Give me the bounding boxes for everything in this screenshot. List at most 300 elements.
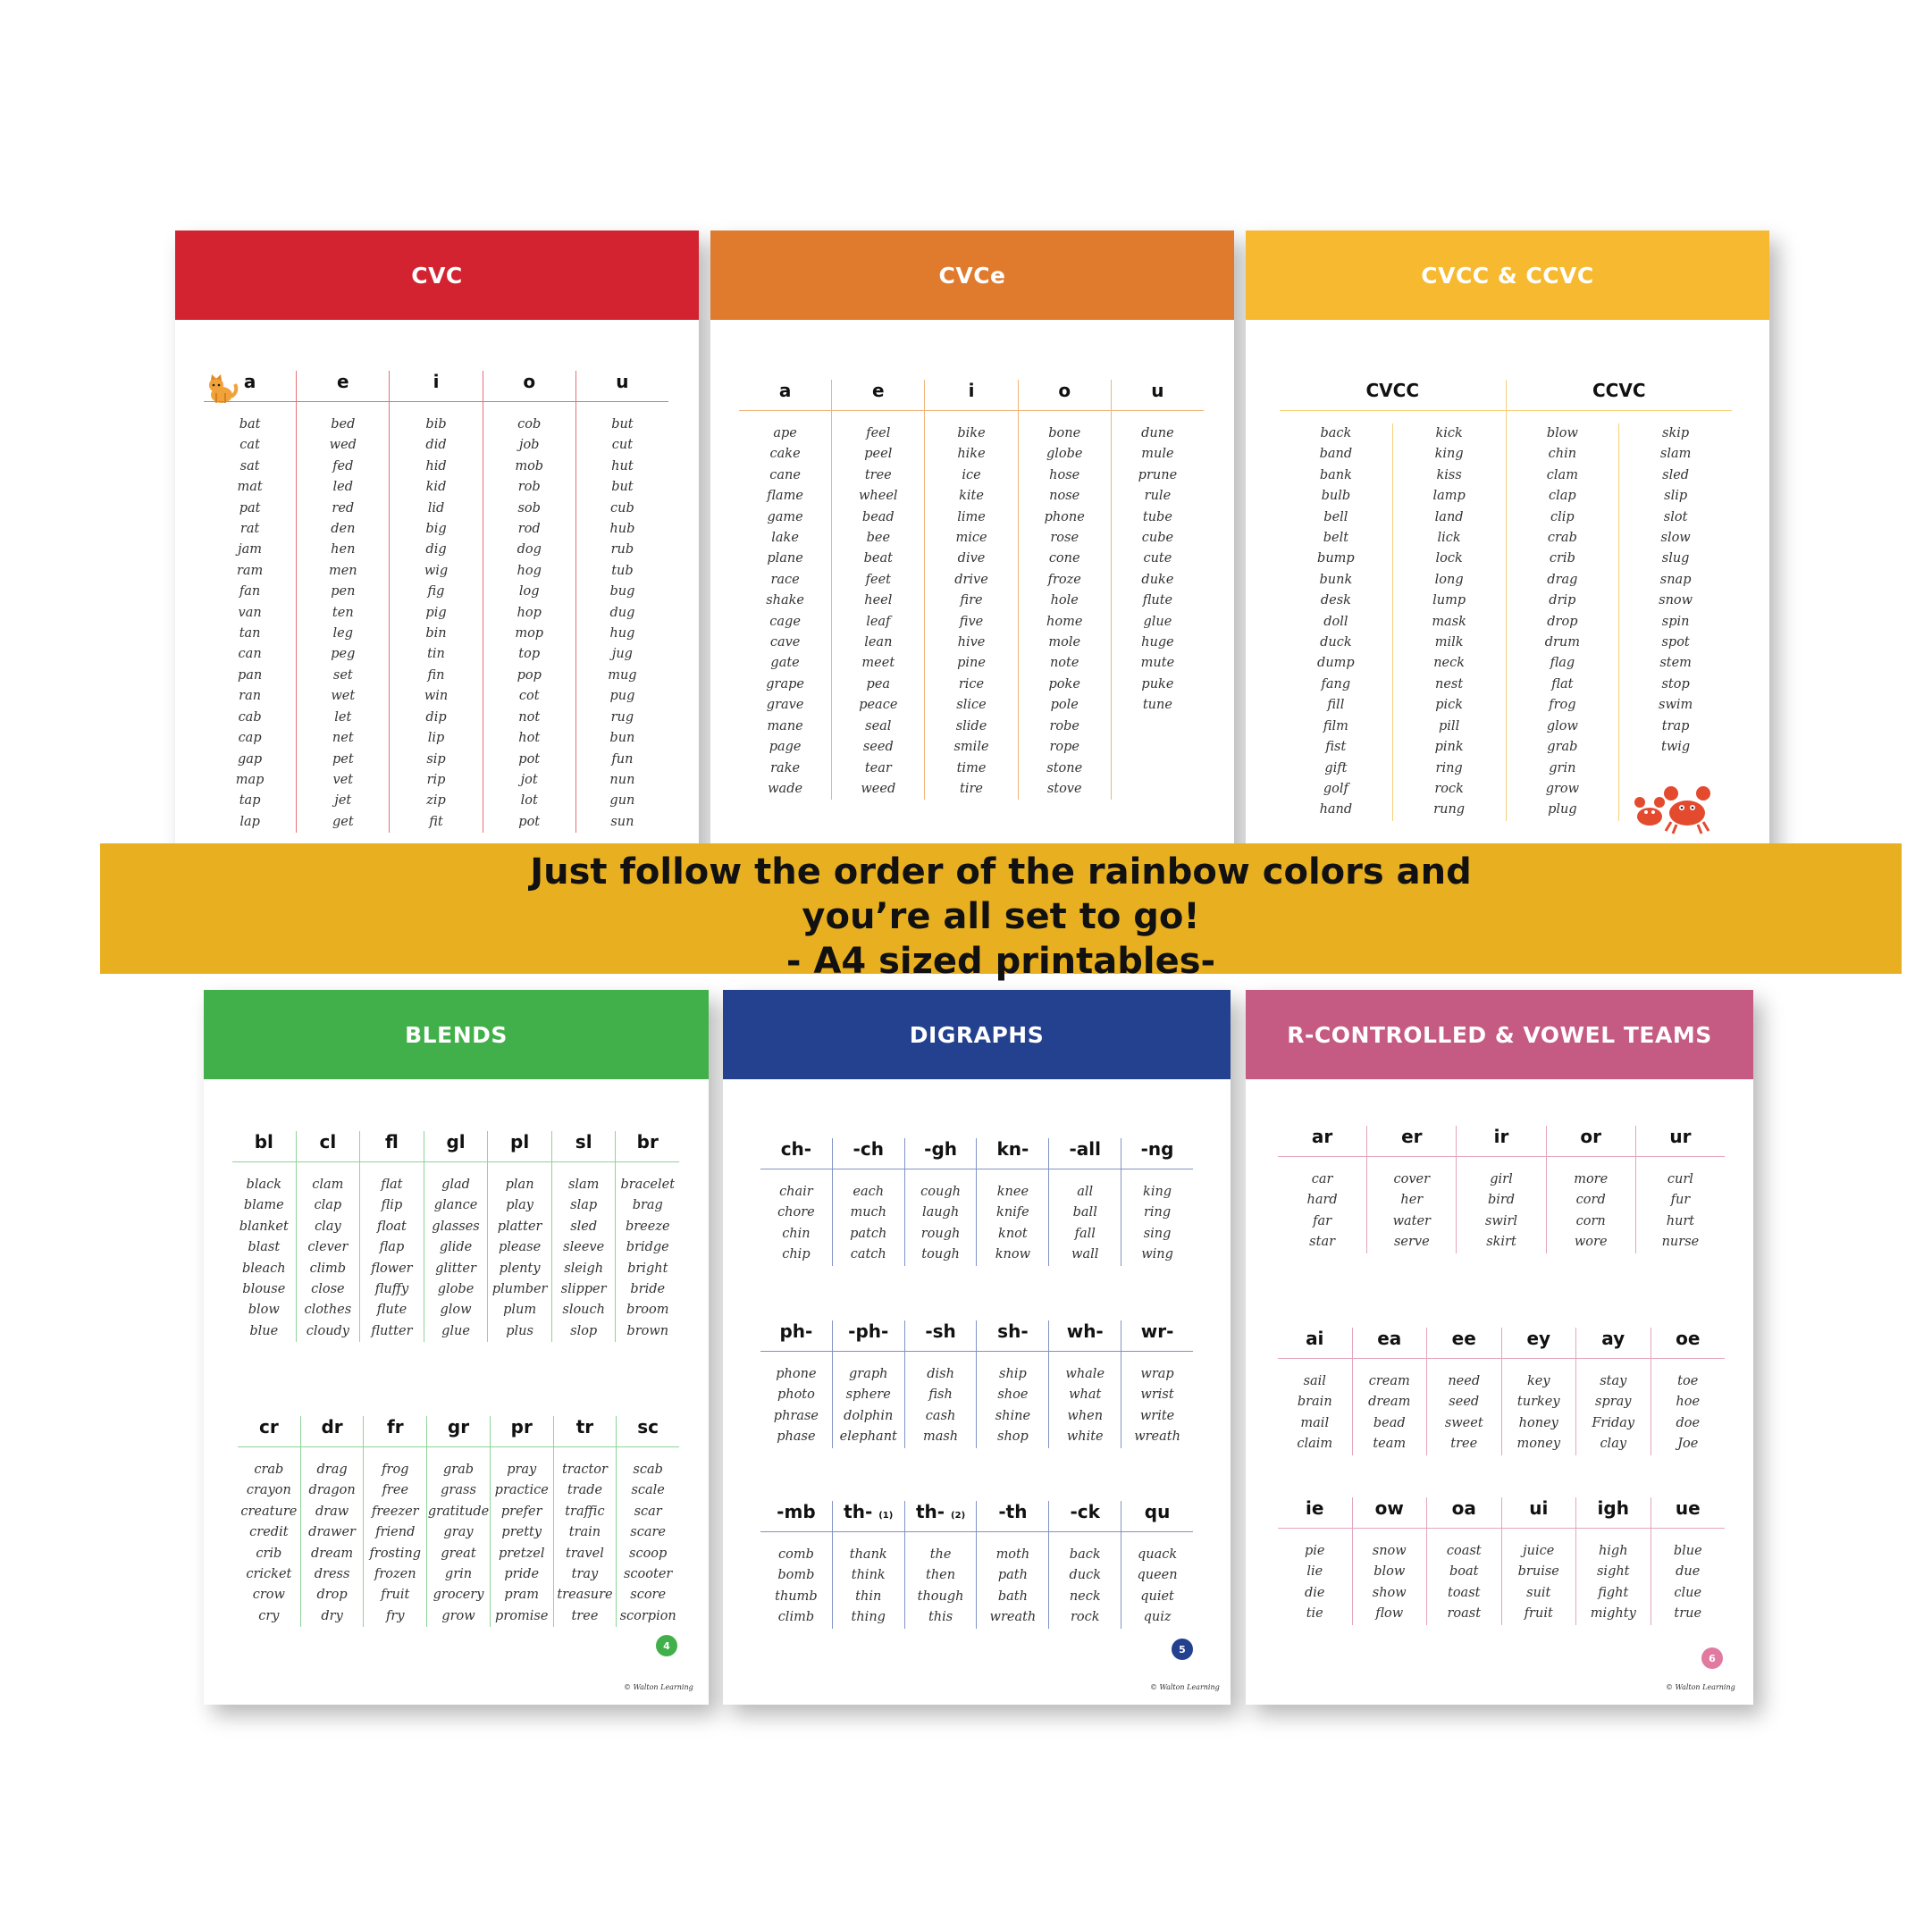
word-list (1427, 1371, 1501, 1455)
word-item: cricket (246, 1567, 292, 1582)
word-item: creature (240, 1504, 298, 1519)
word-item: neck (1433, 656, 1466, 671)
word-item: plan (505, 1178, 534, 1192)
word-item: sleeve (563, 1240, 605, 1255)
word-item: lean (864, 635, 893, 650)
word-item: ring (1143, 1205, 1172, 1220)
word-item: blanket (239, 1219, 289, 1234)
word-item: peace (859, 698, 898, 713)
word-item: thumb (775, 1589, 818, 1604)
word-column (1426, 1497, 1501, 1625)
word-column (1121, 1501, 1193, 1629)
column-heading: igh (1576, 1497, 1651, 1529)
word-item: duck (1069, 1568, 1101, 1583)
word-item: sphere (845, 1387, 891, 1403)
word-column (553, 1416, 617, 1627)
word-item: slam (1659, 447, 1692, 462)
word-column (487, 1131, 551, 1342)
word-item: peg (331, 647, 356, 662)
column-heading: -th (977, 1501, 1048, 1532)
word-column (1278, 1497, 1352, 1625)
word-column (296, 1131, 360, 1342)
blend-row (232, 1131, 679, 1342)
word-item: show (1372, 1585, 1407, 1600)
word-item: bat (239, 417, 261, 432)
word-column (615, 1131, 679, 1342)
word-item: blast (248, 1240, 281, 1255)
word-list (1278, 1541, 1352, 1625)
word-item: cub (610, 500, 634, 516)
word-item: vet (332, 772, 354, 787)
word-item: frosting (369, 1546, 422, 1561)
word-item: hole (1050, 593, 1079, 608)
word-item: black (246, 1178, 282, 1192)
word-item: desk (1320, 593, 1351, 608)
word-item: wreath (989, 1610, 1037, 1625)
column-heading: ph- (760, 1320, 832, 1352)
word-column (483, 371, 575, 833)
word-item: skip (1662, 426, 1690, 440)
word-list (238, 1460, 300, 1627)
word-item: lick (1437, 531, 1461, 546)
word-item: blow (1373, 1564, 1406, 1580)
word-item: king (1434, 447, 1464, 462)
word-list (1547, 1169, 1635, 1253)
word-item: dress (314, 1567, 350, 1582)
word-item: mash (922, 1429, 959, 1445)
word-item: then (926, 1568, 956, 1583)
blend-row (238, 1416, 679, 1627)
column-heading: e (832, 380, 924, 411)
column-heading: ow (1353, 1497, 1427, 1529)
word-item: plus (506, 1323, 533, 1338)
column-heading: ar (1278, 1126, 1366, 1157)
word-list (617, 1460, 679, 1627)
word-item: ball (1072, 1205, 1097, 1220)
word-item: sleigh (564, 1261, 604, 1276)
word-item: clip (1550, 509, 1575, 524)
word-item: slipper (560, 1282, 607, 1297)
column-heading: sl (552, 1131, 616, 1162)
word-item: spray (1595, 1395, 1632, 1410)
banner-line: Just follow the order of the rainbow colors and (530, 851, 1472, 893)
column-heading: fr (364, 1416, 426, 1447)
word-column (551, 1131, 616, 1342)
word-item: globe (1046, 447, 1083, 462)
word-list (301, 1460, 364, 1627)
word-item: mob (515, 458, 544, 474)
column-heading: tr (554, 1416, 617, 1447)
word-item: grab (442, 1463, 475, 1477)
word-column (760, 1138, 832, 1266)
word-item: pick (1435, 698, 1464, 713)
word-item: huge (1141, 635, 1174, 650)
word-item: dig (425, 542, 447, 557)
word-item: fish (928, 1387, 953, 1403)
word-column (904, 1138, 977, 1266)
word-item: pie (1304, 1544, 1325, 1558)
word-item: mane (767, 718, 803, 733)
word-item: set (332, 667, 353, 683)
word-item: bug (609, 584, 635, 599)
vowel-row (1278, 1497, 1725, 1625)
word-item: slop (570, 1323, 598, 1338)
word-item: hut (611, 458, 634, 474)
word-item: tap (239, 793, 261, 809)
word-list (905, 1545, 977, 1629)
column-heading: -sh (905, 1320, 977, 1352)
word-item: car (1311, 1172, 1333, 1186)
word-item: bump (1317, 551, 1355, 566)
word-item: film (1323, 718, 1348, 733)
word-item: trap (1661, 718, 1690, 733)
word-item: frog (1549, 698, 1576, 713)
word-item: bee (866, 531, 891, 546)
word-item: clever (307, 1240, 349, 1255)
word-item: laugh (921, 1205, 960, 1220)
column-heading: th- (1) (833, 1501, 904, 1532)
column-heading: qu (1121, 1501, 1193, 1532)
word-item: net (332, 731, 354, 746)
word-list (833, 1182, 904, 1266)
word-item: broom (626, 1303, 669, 1318)
word-column (976, 1320, 1048, 1448)
word-item: hub (609, 522, 635, 537)
word-item: rob (517, 480, 541, 495)
word-item: boat (1449, 1564, 1479, 1580)
word-item: fit (429, 814, 443, 829)
word-item: rub (610, 542, 634, 557)
word-item: chin (1548, 447, 1577, 462)
word-item: tie (1306, 1606, 1323, 1622)
word-item: smile (953, 740, 989, 755)
word-item: hop (517, 605, 542, 620)
word-item: white (1066, 1429, 1104, 1445)
word-list (905, 1364, 977, 1448)
word-item: hug (609, 626, 635, 641)
word-item: scorpion (619, 1608, 676, 1623)
word-item: hard (1306, 1193, 1338, 1208)
word-list (483, 415, 575, 833)
column-heading: oe (1651, 1328, 1726, 1359)
word-item: fed (332, 458, 354, 474)
word-item: each (853, 1185, 885, 1199)
word-item: thank (849, 1547, 887, 1562)
word-column (1456, 1126, 1545, 1253)
word-item: milk (1434, 635, 1464, 650)
column-heading: cl (297, 1131, 360, 1162)
word-list (760, 1364, 832, 1448)
group-ccvc (1506, 380, 1733, 821)
column-heading: gl (424, 1131, 488, 1162)
word-item: mighty (1590, 1606, 1636, 1622)
word-column (616, 1416, 679, 1627)
word-item: big (425, 522, 447, 537)
word-list (204, 415, 296, 833)
word-item: plug (1548, 802, 1577, 817)
word-item: cane (769, 467, 801, 482)
word-item: juice (1523, 1544, 1555, 1558)
word-item: die (1304, 1585, 1325, 1600)
word-item: wed (329, 438, 357, 453)
word-list (488, 1175, 551, 1342)
column-heading: a (204, 371, 296, 402)
word-column (1111, 380, 1204, 800)
word-item: rake (770, 760, 801, 775)
word-list (552, 1175, 616, 1342)
word-item: moth (995, 1547, 1030, 1562)
word-column (1278, 1328, 1352, 1455)
word-item: rope (1049, 740, 1079, 755)
column-heading: u (576, 371, 668, 402)
word-column (1366, 1126, 1456, 1253)
word-item: band (1319, 447, 1353, 462)
word-item: sled (1662, 467, 1690, 482)
word-column (1048, 1320, 1121, 1448)
word-item: duke (1141, 572, 1174, 587)
word-item: score (630, 1588, 667, 1603)
column-heading: th- (2) (905, 1501, 977, 1532)
word-item: blow (1546, 426, 1578, 440)
word-item: sip (426, 751, 446, 767)
word-item: flute (376, 1303, 407, 1318)
column-heading: bl (232, 1131, 296, 1162)
word-list (1121, 1545, 1193, 1629)
worksheet-title: CVCC & CCVC (1246, 231, 1769, 320)
word-list (1618, 423, 1732, 821)
page-number: 4 (656, 1635, 677, 1656)
word-item: grow (441, 1608, 475, 1623)
word-item: write (1139, 1408, 1175, 1423)
column-heading: ay (1576, 1328, 1651, 1359)
word-item: fan (239, 584, 261, 599)
word-column (426, 1416, 490, 1627)
word-item: mole (1048, 635, 1081, 650)
word-item: scale (631, 1483, 665, 1498)
word-item: draw (315, 1504, 349, 1519)
word-item: brag (632, 1198, 663, 1213)
word-item: rat (239, 522, 260, 537)
word-item: breeze (625, 1219, 670, 1234)
word-item: prune (1138, 467, 1178, 482)
column-heading: ch- (760, 1138, 832, 1169)
word-item: sob (517, 500, 541, 516)
word-list (390, 415, 482, 833)
word-item: drag (1547, 572, 1578, 587)
column-heading: sh- (977, 1320, 1048, 1352)
word-item: wrap (1140, 1367, 1174, 1381)
word-item: slug (1661, 551, 1690, 566)
word-item: team (1373, 1437, 1407, 1452)
word-item: bike (957, 426, 986, 440)
word-item: clay (315, 1219, 341, 1234)
word-item: swirl (1484, 1213, 1518, 1228)
word-item: blow (248, 1303, 280, 1318)
word-item: treasure (557, 1588, 613, 1603)
column-heading: cr (238, 1416, 300, 1447)
column-heading: pl (488, 1131, 551, 1162)
word-item: cage (769, 614, 801, 629)
word-list (1502, 1541, 1576, 1625)
word-column (1352, 1497, 1427, 1625)
word-column (1651, 1328, 1726, 1455)
word-item: grab (1547, 740, 1578, 755)
word-item: kick (1435, 426, 1463, 440)
word-item: home (1046, 614, 1083, 629)
word-item: scare (630, 1525, 667, 1540)
word-item: seed (862, 740, 894, 755)
word-column (1352, 1328, 1427, 1455)
word-item: drive (954, 572, 988, 587)
word-item: due (1676, 1564, 1701, 1580)
word-column (976, 1501, 1048, 1629)
word-column (359, 1131, 424, 1342)
word-item: sight (1596, 1564, 1630, 1580)
word-item: fruit (381, 1588, 410, 1603)
word-column (1426, 1328, 1501, 1455)
word-item: gun (609, 793, 635, 809)
copyright-text: © Walton Learning (1666, 1683, 1735, 1691)
word-item: pot (518, 814, 541, 829)
word-list (977, 1182, 1048, 1266)
word-item: bride (630, 1282, 666, 1297)
word-item: all (1077, 1185, 1094, 1199)
word-item: hog (517, 563, 542, 578)
word-item: pine (957, 656, 986, 671)
word-list (833, 1545, 904, 1629)
word-item: tin (427, 647, 445, 662)
word-item: credit (249, 1525, 289, 1540)
word-item: knee (996, 1185, 1029, 1199)
column-heading: ee (1427, 1328, 1501, 1359)
word-item: plenty (499, 1261, 541, 1276)
word-item: clap (314, 1198, 342, 1213)
word-item: grocery (433, 1588, 484, 1603)
word-item: hen (331, 542, 356, 557)
word-item: mask (1432, 614, 1466, 629)
word-item: rod (517, 522, 541, 537)
word-item: plum (503, 1303, 537, 1318)
word-item: pig (425, 605, 447, 620)
column-heading: ey (1502, 1328, 1576, 1359)
word-item: curl (1667, 1172, 1693, 1186)
word-item: phase (777, 1429, 816, 1445)
word-list (1502, 1371, 1576, 1455)
word-item: far (1313, 1213, 1332, 1228)
vowel-row (1278, 1328, 1725, 1455)
word-item: shoe (997, 1387, 1029, 1403)
word-item: roast (1447, 1606, 1482, 1622)
digraph-row (760, 1138, 1193, 1266)
word-column (739, 380, 831, 800)
word-item: log (518, 584, 540, 599)
page-number: 6 (1701, 1647, 1723, 1669)
word-item: her (1400, 1193, 1424, 1208)
word-item: cube (1141, 531, 1174, 546)
word-item: glue (1143, 614, 1172, 629)
column-heading: ir (1457, 1126, 1545, 1157)
word-item: Friday (1592, 1415, 1635, 1430)
word-item: game (767, 509, 803, 524)
word-list (1392, 423, 1506, 821)
word-item: prefer (500, 1504, 542, 1519)
word-list (1019, 423, 1111, 800)
word-item: practice (494, 1483, 549, 1498)
page-number: 5 (1172, 1639, 1193, 1660)
word-item: tire (960, 781, 983, 796)
word-item: jug (611, 647, 633, 662)
copyright-text: © Walton Learning (624, 1683, 693, 1691)
column-heading: er (1367, 1126, 1456, 1157)
word-item: dune (1141, 426, 1174, 440)
word-column (760, 1320, 832, 1448)
word-column (1575, 1328, 1651, 1455)
word-item: neck (1069, 1589, 1101, 1604)
word-column (832, 1501, 904, 1629)
banner-line: - A4 sized printables- (785, 941, 1216, 982)
worksheet-title: DIGRAPHS (723, 990, 1231, 1079)
word-list (297, 415, 389, 833)
word-list (1280, 423, 1392, 821)
word-item: ice (962, 467, 981, 482)
word-item: ran (239, 689, 262, 704)
word-item: twig (1661, 740, 1691, 755)
column-heading: i (390, 371, 482, 402)
word-item: bone (1048, 426, 1081, 440)
word-item: job (518, 438, 540, 453)
word-item: flame (767, 489, 803, 504)
word-item: pink (1434, 740, 1464, 755)
word-item: this (928, 1610, 953, 1625)
word-item: rough (920, 1226, 961, 1241)
word-item: glow (1546, 718, 1578, 733)
word-item: ship (999, 1367, 1027, 1381)
word-item: hand (1319, 802, 1353, 817)
column-heading: fl (360, 1131, 424, 1162)
word-item: honey (1518, 1415, 1558, 1430)
word-list (1636, 1169, 1725, 1253)
word-item: fire (960, 593, 983, 608)
column-heading: ur (1636, 1126, 1725, 1157)
word-item: rock (1070, 1610, 1100, 1625)
word-item: toast (1448, 1585, 1481, 1600)
word-item: drum (1544, 635, 1581, 650)
word-item: comb (777, 1547, 814, 1562)
word-item: gap (237, 751, 263, 767)
word-item: bomb (777, 1568, 815, 1583)
column-heading: -ph- (833, 1320, 904, 1352)
word-item: need (1448, 1374, 1481, 1388)
word-item: wing (1141, 1247, 1173, 1262)
word-item: flat (381, 1178, 403, 1192)
word-item: pretty (501, 1525, 542, 1540)
word-item: flap (379, 1240, 405, 1255)
word-item: stay (1600, 1374, 1627, 1388)
word-item: serve (1393, 1235, 1430, 1250)
word-item: key (1526, 1374, 1550, 1388)
word-item: tree (1450, 1437, 1478, 1452)
word-item: wade (768, 781, 803, 796)
word-item: spin (1661, 614, 1690, 629)
word-item: race (770, 572, 800, 587)
word-item: fruit (1524, 1606, 1553, 1622)
word-column (976, 1138, 1048, 1266)
word-item: scoop (629, 1546, 668, 1561)
word-column (300, 1416, 364, 1627)
word-list (1651, 1371, 1726, 1455)
word-item: tray (571, 1567, 599, 1582)
word-item: jot (520, 772, 538, 787)
